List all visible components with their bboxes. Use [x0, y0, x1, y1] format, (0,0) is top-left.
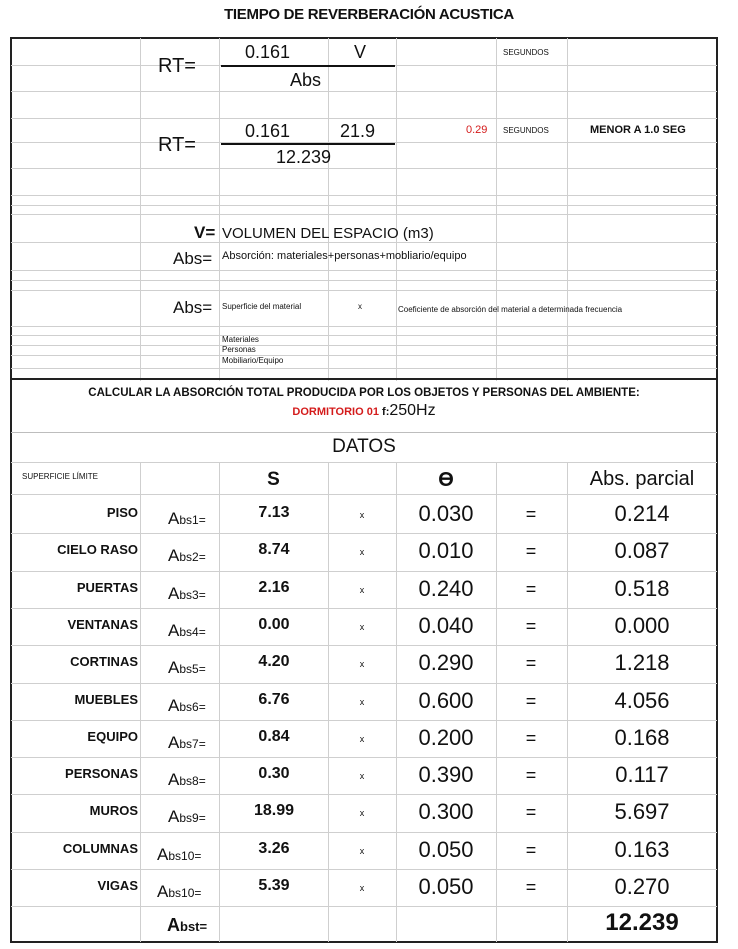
- header-s: S: [267, 469, 280, 490]
- absorption-coefficient: 0.010: [418, 538, 474, 563]
- header-partial: Abs. parcial: [589, 468, 695, 490]
- legend-item-materiales: Materiales: [222, 335, 259, 344]
- equals-sign: =: [525, 504, 537, 524]
- table-row-line: [11, 794, 717, 795]
- partial-absorption: 0.117: [615, 762, 669, 787]
- absorption-coefficient: 0.050: [418, 837, 474, 862]
- times-sign: x: [359, 622, 365, 632]
- legend-abs-symbol: Abs=: [173, 249, 213, 268]
- table-row-line: [11, 645, 717, 646]
- table-row-line: [11, 571, 717, 572]
- surface-area: 0.30: [258, 765, 290, 782]
- partial-absorption: 0.518: [614, 576, 670, 601]
- table-row-line: [11, 494, 717, 495]
- equals-sign: =: [525, 877, 537, 897]
- page-title: TIEMPO DE REVERBERACIÓN ACUSTICA: [224, 6, 514, 23]
- abs-label: Abs3=: [168, 584, 206, 603]
- times-sign: x: [359, 697, 365, 707]
- result-rt-label: RT=: [158, 134, 196, 156]
- absorption-coefficient: 0.300: [418, 799, 474, 824]
- total-abs-label: Abst=: [167, 915, 208, 935]
- surface-area: 5.39: [258, 877, 290, 894]
- table-row-line: [11, 869, 717, 870]
- table-column-line: [219, 462, 220, 942]
- datos-heading: DATOS: [332, 436, 396, 457]
- table-row-line: [11, 720, 717, 721]
- table-row-line: [11, 906, 717, 907]
- formula-rt-label: RT=: [158, 55, 196, 77]
- times-sign: x: [359, 734, 365, 744]
- surface-name: COLUMNAS: [62, 841, 138, 856]
- absorption-coefficient: 0.600: [418, 688, 474, 713]
- legend-coef-text: Coeficiente de absorción del material a determinada frecuencia: [398, 305, 623, 314]
- abs-label: Abs5=: [168, 658, 206, 677]
- legend-abs-text: Absorción: materiales+personas+mobliario/equipo: [222, 250, 467, 262]
- surface-name: CIELO RASO: [57, 542, 138, 557]
- surface-name: PERSONAS: [65, 766, 138, 781]
- formula-fraction-bar: [221, 65, 395, 67]
- partial-absorption: 0.163: [614, 837, 670, 862]
- absorption-coefficient: 0.200: [418, 725, 474, 750]
- times-sign: x: [359, 659, 365, 669]
- surface-area: 18.99: [253, 802, 295, 819]
- partial-absorption: 0.214: [614, 501, 670, 526]
- surface-area: 0.84: [258, 728, 290, 745]
- surface-area: 6.76: [258, 691, 290, 708]
- partial-absorption: 0.168: [614, 725, 670, 750]
- surface-area: 0.00: [258, 616, 290, 633]
- abs-label: Abs8=: [168, 770, 206, 789]
- legend-times: x: [358, 302, 362, 311]
- equals-sign: =: [525, 802, 537, 822]
- calc-room: DORMITORIO 01: [292, 406, 379, 418]
- equals-sign: =: [525, 541, 537, 561]
- equals-sign: =: [525, 691, 537, 711]
- partial-absorption: 0.000: [614, 613, 670, 638]
- header-theta: ϴ: [438, 469, 454, 491]
- result-numerator-const: 0.161: [245, 121, 291, 141]
- absorption-coefficient: 0.040: [418, 613, 474, 638]
- equals-sign: =: [525, 728, 537, 748]
- total-value: 12.239: [605, 909, 679, 936]
- formula-denominator: Abs: [290, 70, 322, 90]
- times-sign: x: [359, 808, 365, 818]
- times-sign: x: [359, 846, 365, 856]
- abs-label: Abs4=: [168, 621, 206, 640]
- abs-label: Abs7=: [168, 733, 206, 752]
- table-row-line: [11, 608, 717, 609]
- table-row-line: [11, 462, 717, 463]
- abs-label: Abs6=: [168, 696, 206, 715]
- abs-label: Abs10=: [157, 845, 202, 864]
- partial-absorption: 4.056: [614, 688, 670, 713]
- times-sign: x: [359, 547, 365, 557]
- surface-area: 3.26: [258, 840, 290, 857]
- surface-area: 8.74: [258, 541, 290, 558]
- abs-label: Abs1=: [168, 509, 206, 528]
- surface-area: 2.16: [258, 579, 290, 596]
- legend-surface-text: Superficie del material: [222, 302, 302, 311]
- absorption-coefficient: 0.240: [418, 576, 474, 601]
- times-sign: x: [359, 585, 365, 595]
- legend-abs2-symbol: Abs=: [173, 298, 213, 317]
- partial-absorption: 1.218: [614, 650, 670, 675]
- legend-item-personas: Personas: [222, 345, 256, 354]
- result-fraction-bar: [221, 143, 395, 145]
- surface-name: VENTANAS: [67, 617, 138, 632]
- equals-sign: =: [525, 765, 537, 785]
- absorption-coefficient: 0.050: [418, 874, 474, 899]
- abs-label: Abs2=: [168, 546, 206, 565]
- calc-heading: CALCULAR LA ABSORCIÓN TOTAL PRODUCIDA POR LOS OBJETOS Y PERSONAS DEL AMBIENTE:: [88, 387, 640, 399]
- formula-numerator-const: 0.161: [245, 42, 291, 62]
- partial-absorption: 0.270: [614, 874, 670, 899]
- abs-label: Abs10=: [157, 882, 202, 901]
- surface-name: EQUIPO: [87, 729, 138, 744]
- surface-name: PISO: [106, 505, 138, 520]
- table-row-line: [11, 533, 717, 534]
- surface-area: 7.13: [258, 504, 290, 521]
- surface-name: CORTINAS: [70, 654, 138, 669]
- legend-v-text: VOLUMEN DEL ESPACIO (m3): [222, 225, 434, 242]
- result-unit: SEGUNDOS: [503, 126, 549, 135]
- calc-freq-value: 250Hz: [389, 402, 436, 419]
- legend-item-mobiliario: Mobiliario/Equipo: [222, 356, 284, 365]
- calc-freq-label: f:: [382, 406, 390, 418]
- result-note: MENOR A 1.0 SEG: [590, 124, 686, 136]
- formula-unit: SEGUNDOS: [503, 48, 549, 57]
- table-row-line: [11, 683, 717, 684]
- table-column-line: [140, 462, 141, 942]
- surface-name: MUEBLES: [74, 692, 138, 707]
- surface-area: 4.20: [258, 653, 290, 670]
- times-sign: x: [359, 771, 365, 781]
- absorption-coefficient: 0.030: [418, 501, 474, 526]
- result-volume: 21.9: [340, 121, 376, 141]
- surface-name: VIGAS: [97, 878, 138, 893]
- equals-sign: =: [525, 840, 537, 860]
- result-value: 0.29: [466, 124, 488, 136]
- absorption-coefficient: 0.390: [418, 762, 474, 787]
- formula-numerator-var: V: [354, 42, 367, 62]
- times-sign: x: [359, 510, 365, 520]
- header-surface: SUPERFICIE LÍMITE: [22, 472, 99, 481]
- equals-sign: =: [525, 579, 537, 599]
- surface-name: MUROS: [89, 803, 138, 818]
- surface-name: PUERTAS: [76, 580, 138, 595]
- legend-v-symbol: V=: [194, 223, 216, 242]
- table-row-line: [11, 832, 717, 833]
- partial-absorption: 5.697: [614, 799, 670, 824]
- equals-sign: =: [525, 653, 537, 673]
- equals-sign: =: [525, 616, 537, 636]
- abs-label: Abs9=: [168, 807, 206, 826]
- partial-absorption: 0.087: [614, 538, 670, 563]
- result-denominator: 12.239: [276, 147, 332, 167]
- absorption-coefficient: 0.290: [418, 650, 474, 675]
- times-sign: x: [359, 883, 365, 893]
- calc-room-line: [11, 403, 717, 419]
- table-row-line: [11, 757, 717, 758]
